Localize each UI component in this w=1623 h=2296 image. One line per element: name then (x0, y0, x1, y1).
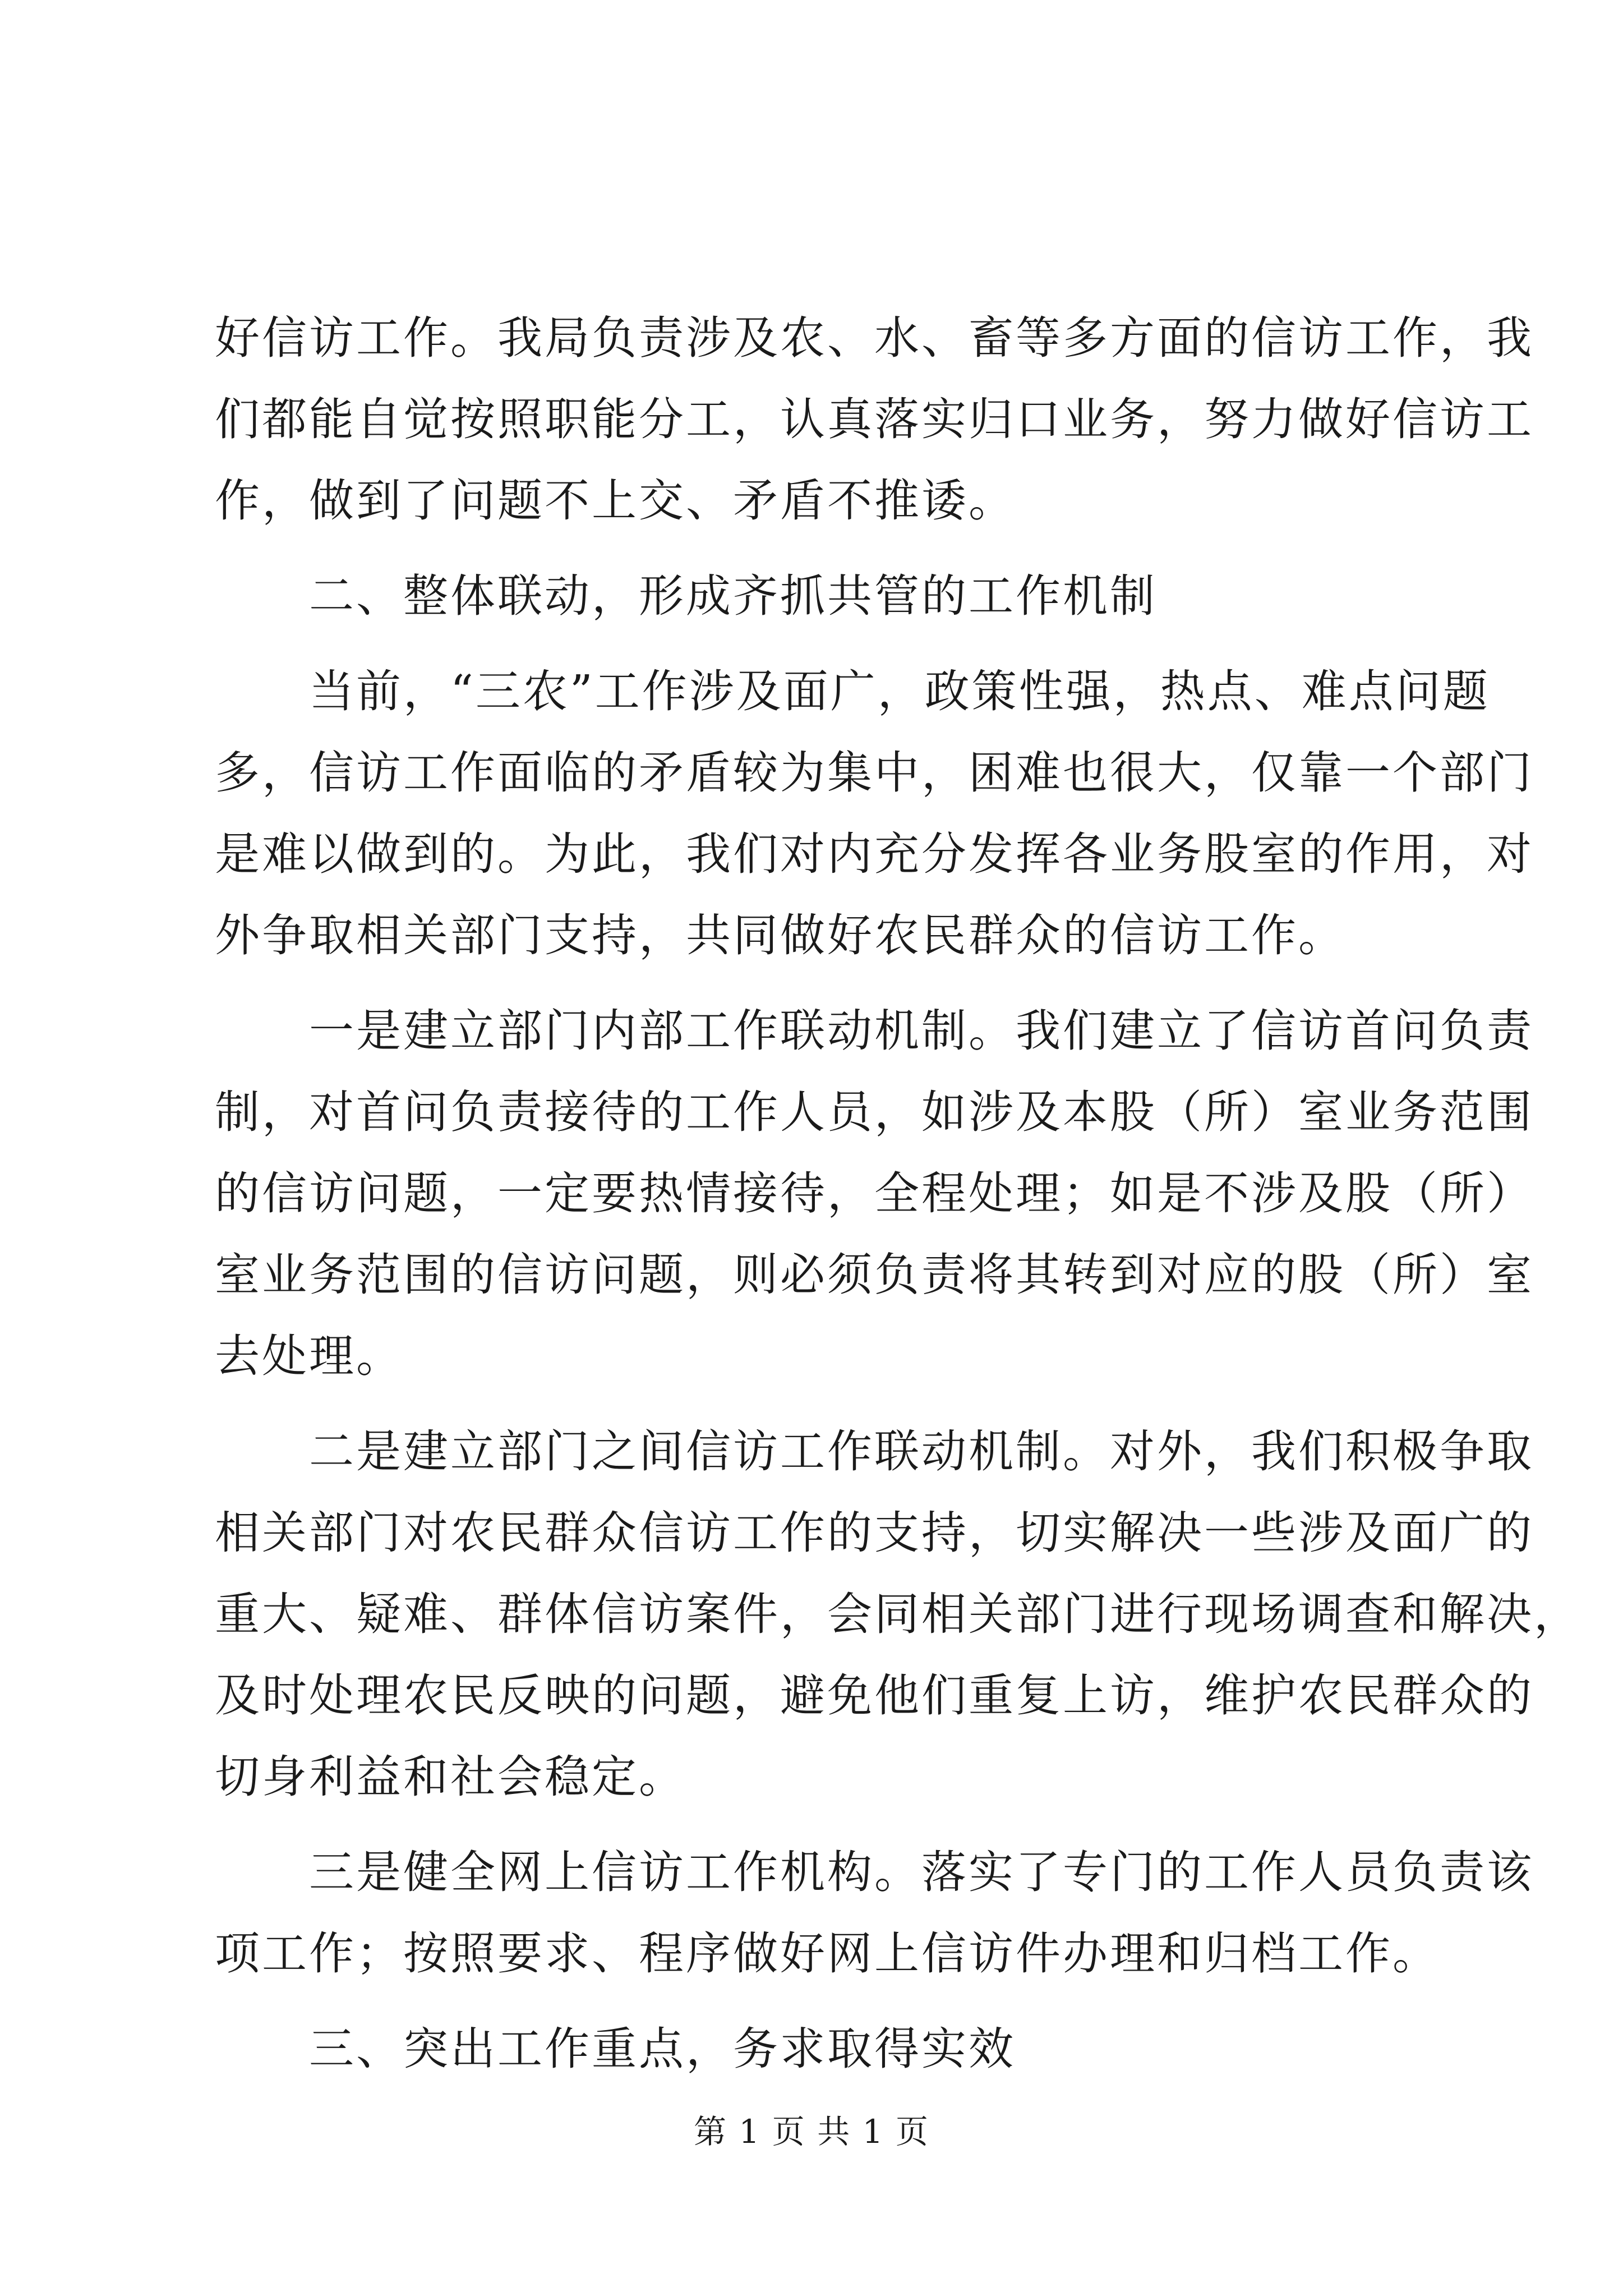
paragraph-line: 是难以做到的。为此，我们对内充分发挥各业务股室的作用，对 (215, 828, 1534, 880)
paragraph-line: 当前，“三农”工作涉及面广，政策性强，热点、难点问题 (309, 665, 1490, 717)
paragraph-line: 们都能自觉按照职能分工，认真落实归口业务，努力做好信访工 (215, 393, 1534, 445)
paragraph-line: 重大、疑难、群体信访案件，会同相关部门进行现场调查和解决， (215, 1588, 1581, 1640)
paragraph-line: 室业务范围的信访问题，则必须负责将其转到对应的股（所）室 (215, 1249, 1534, 1301)
paragraph-line: 好信访工作。我局负责涉及农、水、畜等多方面的信访工作，我 (215, 312, 1534, 364)
paragraph-line: 项工作；按照要求、程序做好网上信访件办理和归档工作。 (215, 1927, 1440, 1980)
paragraph-line: 的信访问题，一定要热情接待，全程处理；如是不涉及股（所） (215, 1167, 1534, 1220)
paragraph-line: 一是建立部门内部工作联动机制。我们建立了信访首问负责 (309, 1005, 1534, 1057)
section-heading: 二、整体联动，形成齐抓共管的工作机制 (309, 570, 1157, 622)
paragraph-line: 切身利益和社会稳定。 (215, 1751, 686, 1803)
paragraph-line: 及时处理农民反映的问题，避免他们重复上访，维护农民群众的 (215, 1669, 1534, 1722)
paragraph-line: 三是健全网上信访工作机构。落实了专门的工作人员负责该 (309, 1846, 1534, 1898)
paragraph-line: 二是建立部门之间信访工作联动机制。对外，我们积极争取 (309, 1425, 1534, 1478)
document-body (215, 297, 1581, 2090)
paragraph-line: 相关部门对农民群众信访工作的支持，切实解决一些涉及面广的 (215, 1507, 1534, 1559)
paragraph-line: 多，信访工作面临的矛盾较为集中，困难也很大，仅靠一个部门 (215, 747, 1534, 799)
page-footer: 第 1 页 共 1 页 (694, 2113, 929, 2151)
paragraph-line: 制，对首问负责接待的工作人员，如涉及本股（所）室业务范围 (215, 1086, 1534, 1138)
section-heading: 三、突出工作重点，务求取得实效 (309, 2023, 1016, 2075)
paragraph-line: 去处理。 (215, 1330, 403, 1382)
paragraph-line: 外争取相关部门支持，共同做好农民群众的信访工作。 (215, 909, 1345, 961)
paragraph-line: 作，做到了问题不上交、矛盾不推诿。 (215, 475, 1016, 527)
